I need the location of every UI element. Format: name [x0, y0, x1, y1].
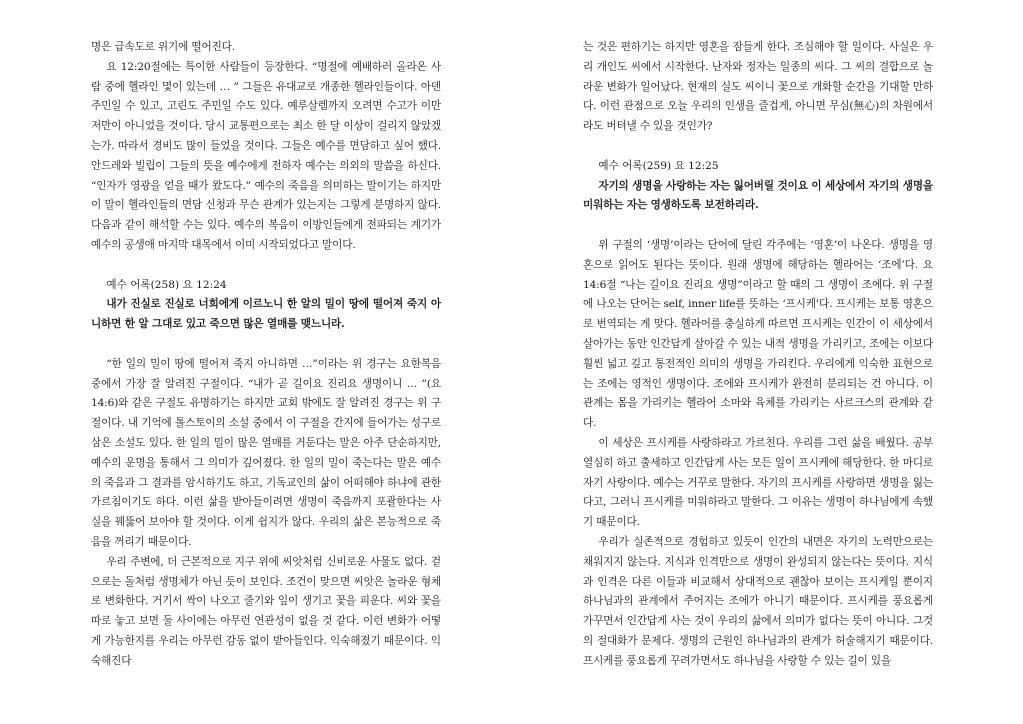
paragraph: 는 것은 편하기는 하지만 영혼을 잠들게 한다. 조심해야 할 일이다. 사실은 우리 개인도 씨에서 시작한다. 난자와 정자는 일종의 씨다. 그 씨의 결합으로 놀라운 변화가 일어났다. 현재의 실도 씨이니 꽃으로 개화할 순간을 기대할 만하다. 이런 관점으로 오늘 우리의 인생을 즐겁게, 아니면 무심(無心)의 차원에서라도 버텨낼 수 있을 것인가? [583, 41, 933, 133]
right-page [583, 38, 933, 672]
section-heading: 예수 어록(259) 요 12:25 [598, 159, 719, 172]
paragraph: “한 일의 밀이 땅에 떨어져 죽지 아니하면 …”이라는 위 경구는 요한복음 중에서 가장 잘 알려진 구절이다. “내가 곧 길이요 진리요 생명이니 … ”(요 14:6)와 같은 구절도 유명하기는 하지만 교회 밖에도 잘 알려진 경구는 위 구절이다. 내 기억에 톨스토이의 소설 중에서 이 구절을 간지에 들어가는 성구로 삼은 소설도 있다. 한 일의 밀이 많은 열매를 거둔다는 말은 아주 단순하지만, 예수의 운명을 통해서 그 의미가 깊어졌다. 한 일의 밀이 죽는다는 말은 예수의 죽음과 그 결과를 암시하기도 하고, 기독교인의 삶이 어떠해야 하냐에 관한 가르침이기도 하다. 이런 삶을 받아들이려면 생명이 죽음까지 포괄한다는 사실을 꿰뚫어 보아야 할 것이다. 이게 쉽지가 않다. 우리의 삶은 본능적으로 죽음을 꺼리기 때문이다. [91, 357, 441, 548]
paragraph: 위 구절의 ‘생명’이라는 단어에 달린 각주에는 ‘영혼’이 나온다. 생명을 영혼으로 읽어도 된다는 뜻이다. 원래 생명에 해당하는 헬라어는 ‘조에’다. 요 14:6절 “나는 길이요 진리요 생명”이라고 할 때의 그 생명이 조에다. 위 구절에 나오는 단어는 self, inner life를 뜻하는 ‘프시케’다. 프시케는 보통 영혼으로 번역되는 게 맞다. 헬라어를 충실하게 따르면 프시케는 인간이 이 세상에서 살아가는 동안 인간답게 살아갈 수 있는 내적 생명을 가리키고, 조에는 이보다 훨씬 넓고 깊고 통전적인 의미의 생명을 가리킨다. 우리에게 익숙한 표현으로는 조에는 영적인 생명이다. 조에와 프시케가 완전히 분리되는 건 아니다. 이 관계는 몸을 가리키는 헬라어 소마와 육체를 가리키는 사르크스의 관계와 같다. [583, 238, 933, 430]
scripture-quote: 내가 진실로 진실로 너희에게 이르노니 한 알의 밀이 땅에 떨어져 죽지 아니하면 한 알 그대로 있고 죽으면 많은 열매를 맺느니라. [91, 298, 441, 331]
paragraph: 우리가 실존적으로 경험하고 있듯이 인간의 내면은 자기의 노력만으로는 채워지지 않는다. 지식과 인격만으로 생명이 완성되지 않는다는 뜻이다. 지식과 인격은 다른 이들과 비교해서 상대적으로 괜찮아 보이는 프시케일 뿐이지 하나님과의 관계에서 주어지는 조에가 아니기 때문이다. 프시케를 풍요롭게 가꾸면서 인간답게 사는 것이 우리의 삶에서 의미가 없다는 뜻이 아니다. 그것의 절대화가 문제다. 생명의 근원인 하나님과의 관계가 허술해지기 때문이다. 프시케를 풍요롭게 꾸려가면서도 하나님을 사랑할 수 있는 길이 있을 [583, 535, 933, 667]
paragraph: 요 12:20절에는 특이한 사람들이 등장한다. “명절에 예배하러 올라온 사람 중에 헬라인 몇이 있는데 … ” 그들은 유대교로 개종한 헬라인들이다. 아덴 주민일 수 있고, 고린도 주민일 수도 있다. 예루살렘까지 오려면 수고가 이만저만이 아니었을 것이다. 당시 교통편으로는 최소 한 달 이상이 걸리지 않았겠는가. 따라서 경비도 많이 들었을 것이다. 그들은 예수를 면담하고 싶어 했다. 안드레와 빌립이 그들의 뜻을 예수에게 전하자 예수는 의외의 말씀을 하신다. “인자가 영광을 얻을 때가 왔도다.” 예수의 죽음을 의미하는 말이기는 하지만 이 말이 헬라인들의 면담 신청과 무슨 관계가 있는지는 그렇게 분명하지 않다. 다음과 같이 해석할 수는 있다. 예수의 복음이 이방인들에게 전파되는 계기가 예수의 공생애 마지막 대목에서 이미 시작되었다고 말이다. [91, 60, 441, 251]
paragraph: 명은 급속도로 위기에 떨어진다. [91, 41, 235, 53]
left-page [91, 38, 441, 672]
paragraph: 우리 주변에, 더 근본적으로 지구 위에 씨앗처럼 신비로운 사물도 없다. 겉으로는 돌처럼 생명체가 아닌 듯이 보인다. 조건이 맞으면 씨앗은 놀라운 형체로 변화한다. 거기서 싹이 나오고 줄기와 잎이 생기고 꽃을 피운다. 씨와 꽃을 따로 놓고 보면 둘 사이에는 아무런 연관성이 없을 것 같다. 이런 변화가 어떻게 가능한지를 우리는 아무런 감동 없이 받아들인다. 익숙해졌기 때문이다. 익숙해진다 [91, 555, 441, 667]
scripture-quote: 자기의 생명을 사랑하는 자는 잃어버릴 것이요 이 세상에서 자기의 생명을 미워하는 자는 영생하도록 보전하리라. [583, 179, 933, 212]
paragraph: 이 세상은 프시케를 사랑하라고 가르친다. 우리를 그런 삶을 배웠다. 공부 열심히 하고 출세하고 인간답게 사는 모든 일이 프시케에 해당한다. 한 마디로 자기 사랑이다. 예수는 거꾸로 말한다. 자기의 프시케를 사랑하면 생명을 잃는다고, 그러니 프시케를 미워하라고 말한다. 그 이유는 생명이 하나님에게 속했기 때문이다. [583, 436, 933, 529]
section-heading: 예수 어록(258) 요 12:24 [106, 278, 227, 291]
